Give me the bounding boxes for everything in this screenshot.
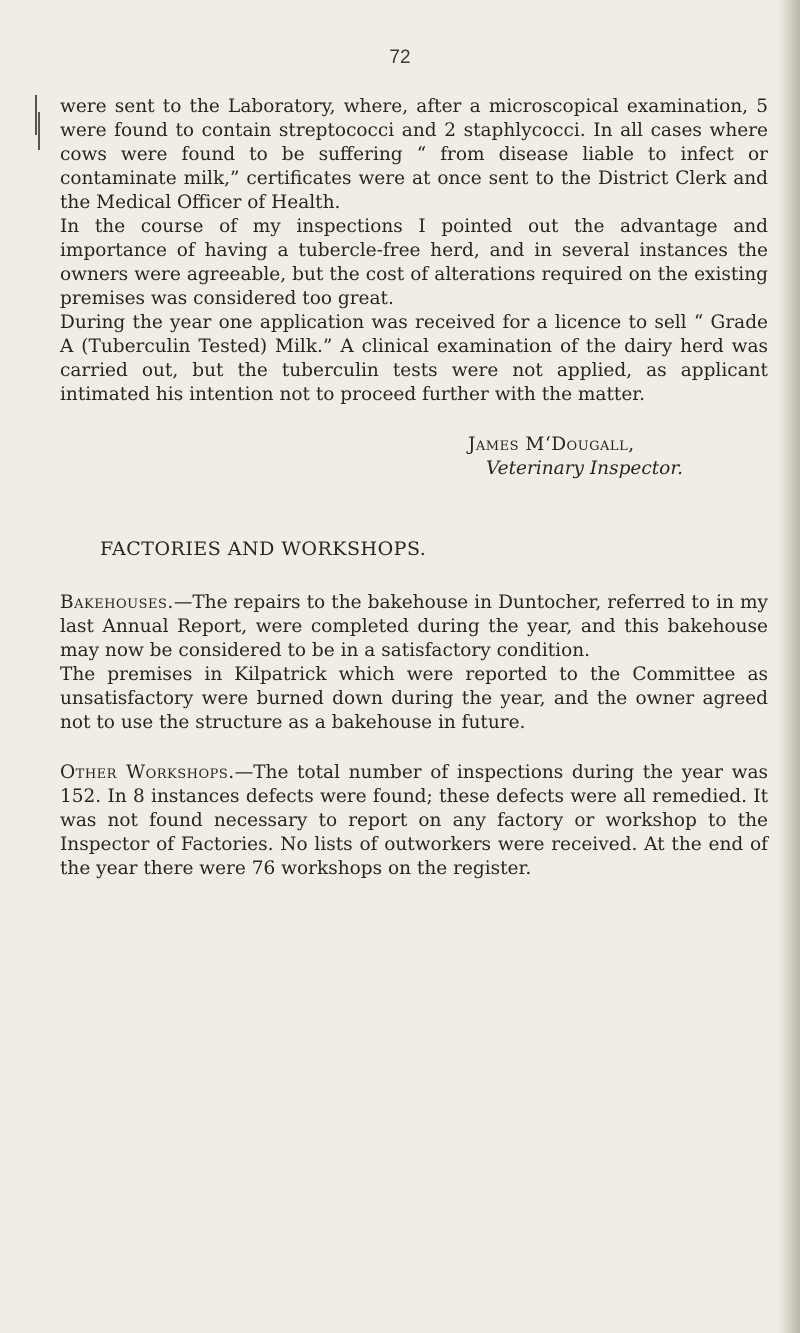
workshops-text: —The total number of inspections during the year was 152. In 8 instances defects were found; these defects were all remedied. It was not found necessary to report on any factory or workshop to the Inspector of Factories. No lists of outworkers were received. At the end of the year there were 76 workshops on the register.: [60, 762, 768, 879]
paragraph-grade-a-licence: During the year one application was received for a licence to sell “ Grade A (Tuberculin Tested) Milk.” A clinical examination of the dairy herd was carried out, but the tuberculin tests were not applied, as applicant intimated his intention not to proceed further with the matter.: [60, 312, 768, 405]
margin-rule: [35, 95, 37, 135]
bakehouses-label: Bakehouses.: [60, 592, 174, 613]
paragraph-lab-results: were sent to the Laboratory, where, after a microscopical examination, 5 were found to contain streptococci and 2 staphlycocci. In all cases where cows were found to be suffering “ from disease liable to infect or contaminate milk,” certificates were at once sent to the District Clerk and the Medical Officer of Health.: [60, 96, 768, 213]
page-body: [60, 95, 768, 881]
page-number: 72: [389, 47, 411, 68]
signature-title: Veterinary Inspector.: [486, 458, 684, 479]
page-edge-shadow: [778, 0, 800, 1333]
paragraph-tubercle-free: In the course of my inspections I pointed out the advantage and importance of having a tubercle-free herd, and in several instances the owners were agreeable, but the cost of alterations required on the existing premises was considered too great.: [60, 216, 768, 309]
signature-block: [468, 433, 768, 481]
bakehouses-text: —The repairs to the bakehouse in Duntocher, referred to in my last Annual Report, were completed during the year, and this bakehouse may now be considered to be in a satisfactory condition.: [60, 592, 768, 661]
section-heading: FACTORIES AND WORKSHOPS.: [100, 538, 427, 560]
paragraph-kilpatrick: The premises in Kilpatrick which were reported to the Committee as unsatisfactory were burned down during the year, and the owner agreed not to use the structure as a bakehouse in future.: [60, 664, 768, 733]
workshops-label: Other Workshops.: [60, 762, 235, 783]
paragraph-other-workshops: [60, 761, 768, 881]
margin-rule: [38, 112, 40, 150]
paragraph-bakehouses: [60, 591, 768, 663]
signature-name: James M‘Dougall,: [468, 434, 635, 455]
